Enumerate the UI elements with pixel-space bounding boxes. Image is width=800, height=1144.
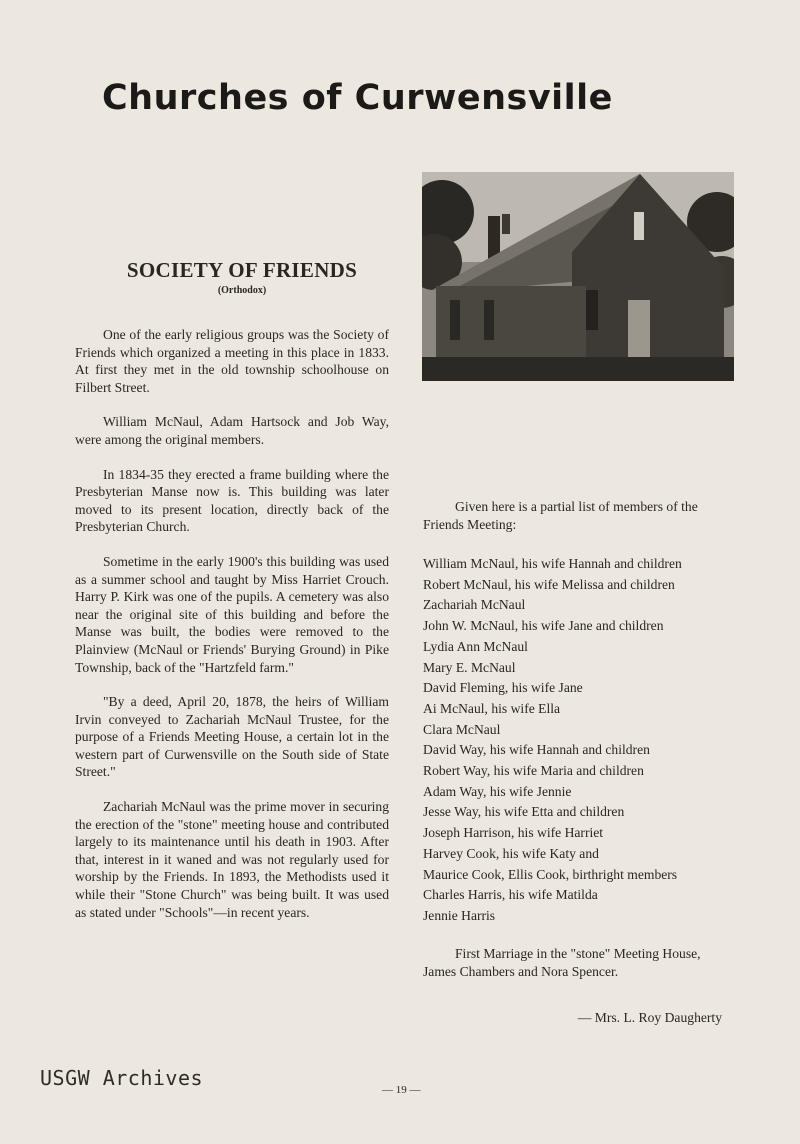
member-entry: Maurice Cook, Ellis Cook, birthright members — [423, 866, 678, 882]
meeting-house-photo — [422, 172, 734, 381]
member-entry: Ai McNaul, his wife Ella — [423, 700, 561, 716]
page-number: — 19 — — [382, 1084, 421, 1096]
member-entry: Jennie Harris — [423, 907, 496, 923]
paragraph: Sometime in the early 1900's this building was used as a summer school and taught by Miss Harriet Crouch. Harry P. Kirk was one of the pupils. A cemetery was also near the original site of this building and before the Manse was built, the bodies were removed to the Plainview (McNaul or Friends' Burying Ground) in Pike Township, back of the "Hartzfeld farm." — [75, 553, 389, 675]
section-subheading: (Orthodox) — [217, 285, 267, 296]
member-entry: Robert Way, his wife Maria and children — [423, 763, 644, 779]
section-heading: SOCIETY OF FRIENDS — [126, 258, 358, 282]
paragraph: Zachariah McNaul was the prime mover in securing the erection of the "stone" meeting house and contributed largely to its maintenance until his death in 1903. After that, interest in it waned and was not regularly used for worship by the Friends. In 1893, the Methodists used it while their "Stone Church" was being built. It was used as stated under "Schools"—in recent years. — [75, 799, 389, 920]
paragraph: "By a deed, April 20, 1878, the heirs of William Irvin conveyed to Zachariah McNaul Trustee, for the purpose of a Friends Meeting House, a certain lot in the western part of Curwensville on the South side of State Street." — [75, 694, 389, 780]
paragraph: In 1834-35 they erected a frame building where the Presbyterian Manse now is. This building was later moved to its present location, directly back of the Presbyterian Church. — [75, 466, 389, 535]
member-entry: David Fleming, his wife Jane — [423, 680, 583, 696]
member-entry: Clara McNaul — [423, 721, 501, 737]
member-entry: Zachariah McNaul — [423, 597, 526, 613]
member-entry: John W. McNaul, his wife Jane and children — [423, 618, 664, 634]
page-title: Churches of Curwensville — [102, 78, 613, 118]
paragraph: One of the early religious groups was the Society of Friends which organized a meeting in this place in 1833. At first they met in the old township schoolhouse on Filbert Street. — [75, 327, 389, 395]
member-entry: Joseph Harrison, his wife Harriet — [423, 825, 604, 841]
first-marriage-note: First Marriage in the "stone" Meeting House, James Chambers and Nora Spencer. — [423, 945, 701, 979]
member-entry: Harvey Cook, his wife Katy and — [423, 845, 599, 861]
member-entry: Mary E. McNaul — [423, 659, 516, 675]
left-column — [75, 258, 389, 938]
member-entry: Jesse Way, his wife Etta and children — [423, 804, 625, 820]
member-list-intro: Given here is a partial list of members of the Friends Meeting: — [423, 499, 698, 532]
paragraph: William McNaul, Adam Hartsock and Job Way, were among the original members. — [75, 414, 389, 447]
meeting-house-illustration — [422, 172, 734, 381]
archive-watermark: USGW Archives — [40, 1066, 204, 1090]
member-entry: Robert McNaul, his wife Melissa and children — [423, 576, 675, 592]
member-entry: Adam Way, his wife Jennie — [423, 783, 572, 799]
member-entry: David Way, his wife Hannah and children — [423, 742, 650, 758]
member-entry: William McNaul, his wife Hannah and children — [423, 556, 682, 571]
member-entry: Charles Harris, his wife Matilda — [423, 887, 598, 903]
member-list — [423, 554, 737, 927]
right-column — [423, 498, 737, 981]
member-entry: Lydia Ann McNaul — [423, 638, 528, 654]
author-signature: — Mrs. L. Roy Daugherty — [577, 1010, 722, 1025]
